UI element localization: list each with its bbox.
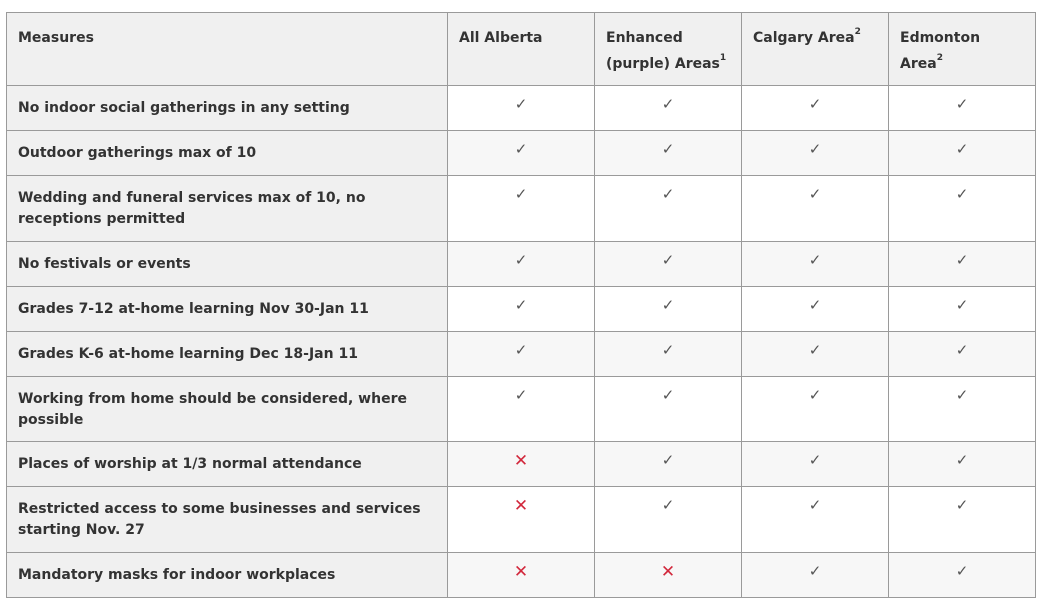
check-icon: ✓: [955, 341, 969, 359]
check-icon: ✓: [955, 386, 969, 404]
check-icon: ✓: [514, 140, 528, 158]
header-calgary-footnote: 2: [854, 27, 861, 38]
calgary-cell: [742, 442, 889, 487]
edmonton-cell: [889, 86, 1036, 131]
check-icon: ✓: [955, 296, 969, 314]
measure-cell: Mandatory masks for indoor workplaces: [7, 553, 448, 598]
enhanced-cell: [595, 377, 742, 442]
header-edmonton-footnote: 2: [936, 53, 943, 64]
cross-icon: ✕: [513, 562, 529, 582]
enhanced-cell: [595, 442, 742, 487]
all-alberta-cell: [448, 176, 595, 242]
table-row: [7, 487, 1036, 553]
header-enhanced-line2: (purple) Areas: [606, 56, 720, 72]
check-icon: ✓: [514, 185, 528, 203]
calgary-cell: [742, 287, 889, 332]
check-icon: ✓: [661, 496, 675, 514]
check-icon: ✓: [955, 140, 969, 158]
measure-cell: Wedding and funeral services max of 10, no receptions permitted: [7, 176, 448, 242]
cross-icon: ✕: [513, 451, 529, 471]
check-icon: ✓: [514, 251, 528, 269]
check-icon: ✓: [955, 496, 969, 514]
all-alberta-cell: [448, 553, 595, 598]
edmonton-cell: [889, 332, 1036, 377]
check-icon: ✓: [661, 451, 675, 469]
calgary-cell: [742, 377, 889, 442]
header-edmonton-area: [889, 13, 1036, 86]
check-icon: ✓: [514, 95, 528, 113]
check-icon: ✓: [808, 496, 822, 514]
header-enhanced-areas: [595, 13, 742, 86]
enhanced-cell: [595, 242, 742, 287]
measures-table: [6, 12, 1036, 598]
header-all-alberta-label: All Alberta: [459, 30, 543, 46]
header-all-alberta: [448, 13, 595, 86]
check-icon: ✓: [661, 341, 675, 359]
header-enhanced-footnote: 1: [719, 53, 727, 64]
check-icon: ✓: [808, 185, 822, 203]
check-icon: ✓: [955, 451, 969, 469]
table-body: [7, 86, 1036, 598]
calgary-cell: [742, 242, 889, 287]
calgary-cell: [742, 86, 889, 131]
table-row: [7, 242, 1036, 287]
check-icon: ✓: [661, 95, 675, 113]
edmonton-cell: [889, 553, 1036, 598]
check-icon: ✓: [955, 95, 969, 113]
check-icon: ✓: [514, 296, 528, 314]
check-icon: ✓: [808, 140, 822, 158]
measure-cell: Grades K-6 at-home learning Dec 18-Jan 11: [7, 332, 448, 377]
table-row: [7, 176, 1036, 242]
calgary-cell: [742, 553, 889, 598]
enhanced-cell: [595, 487, 742, 553]
table-row: [7, 86, 1036, 131]
header-row: [7, 13, 1036, 86]
calgary-cell: [742, 332, 889, 377]
measure-cell: Outdoor gatherings max of 10: [7, 131, 448, 176]
calgary-cell: [742, 487, 889, 553]
check-icon: ✓: [661, 296, 675, 314]
check-icon: ✓: [661, 140, 675, 158]
measures-table-container: [6, 12, 1035, 598]
table-row: [7, 442, 1036, 487]
check-icon: ✓: [808, 296, 822, 314]
enhanced-cell: [595, 131, 742, 176]
calgary-cell: [742, 176, 889, 242]
check-icon: ✓: [661, 251, 675, 269]
header-enhanced-line1: Enhanced: [606, 30, 683, 46]
measure-cell: No indoor social gatherings in any setting: [7, 86, 448, 131]
cross-icon: ✕: [660, 562, 676, 582]
edmonton-cell: [889, 287, 1036, 332]
measure-cell: Working from home should be considered, where possible: [7, 377, 448, 442]
header-edmonton-label: Edmonton Area: [900, 30, 981, 72]
measure-cell: Restricted access to some businesses and services starting Nov. 27: [7, 487, 448, 553]
enhanced-cell: [595, 176, 742, 242]
all-alberta-cell: [448, 242, 595, 287]
check-icon: ✓: [955, 251, 969, 269]
all-alberta-cell: [448, 377, 595, 442]
all-alberta-cell: [448, 442, 595, 487]
check-icon: ✓: [808, 386, 822, 404]
measure-cell: Grades 7-12 at-home learning Nov 30-Jan 11: [7, 287, 448, 332]
cross-icon: ✕: [513, 496, 529, 516]
edmonton-cell: [889, 176, 1036, 242]
check-icon: ✓: [661, 386, 675, 404]
check-icon: ✓: [661, 185, 675, 203]
check-icon: ✓: [808, 562, 822, 580]
edmonton-cell: [889, 487, 1036, 553]
edmonton-cell: [889, 131, 1036, 176]
check-icon: ✓: [955, 562, 969, 580]
enhanced-cell: [595, 332, 742, 377]
check-icon: ✓: [955, 185, 969, 203]
table-row: [7, 287, 1036, 332]
table-row: [7, 131, 1036, 176]
enhanced-cell: [595, 553, 742, 598]
calgary-cell: [742, 131, 889, 176]
header-measures: [7, 13, 448, 86]
edmonton-cell: [889, 442, 1036, 487]
check-icon: ✓: [808, 451, 822, 469]
header-calgary-label: Calgary Area: [753, 30, 855, 46]
table-row: [7, 553, 1036, 598]
check-icon: ✓: [808, 251, 822, 269]
all-alberta-cell: [448, 287, 595, 332]
edmonton-cell: [889, 377, 1036, 442]
all-alberta-cell: [448, 131, 595, 176]
header-calgary-area: [742, 13, 889, 86]
enhanced-cell: [595, 287, 742, 332]
measure-cell: No festivals or events: [7, 242, 448, 287]
measure-cell: Places of worship at 1/3 normal attendance: [7, 442, 448, 487]
enhanced-cell: [595, 86, 742, 131]
table-row: [7, 332, 1036, 377]
check-icon: ✓: [808, 341, 822, 359]
header-measures-label: Measures: [18, 30, 94, 46]
all-alberta-cell: [448, 86, 595, 131]
check-icon: ✓: [514, 386, 528, 404]
edmonton-cell: [889, 242, 1036, 287]
all-alberta-cell: [448, 487, 595, 553]
table-row: [7, 377, 1036, 442]
check-icon: ✓: [808, 95, 822, 113]
all-alberta-cell: [448, 332, 595, 377]
check-icon: ✓: [514, 341, 528, 359]
